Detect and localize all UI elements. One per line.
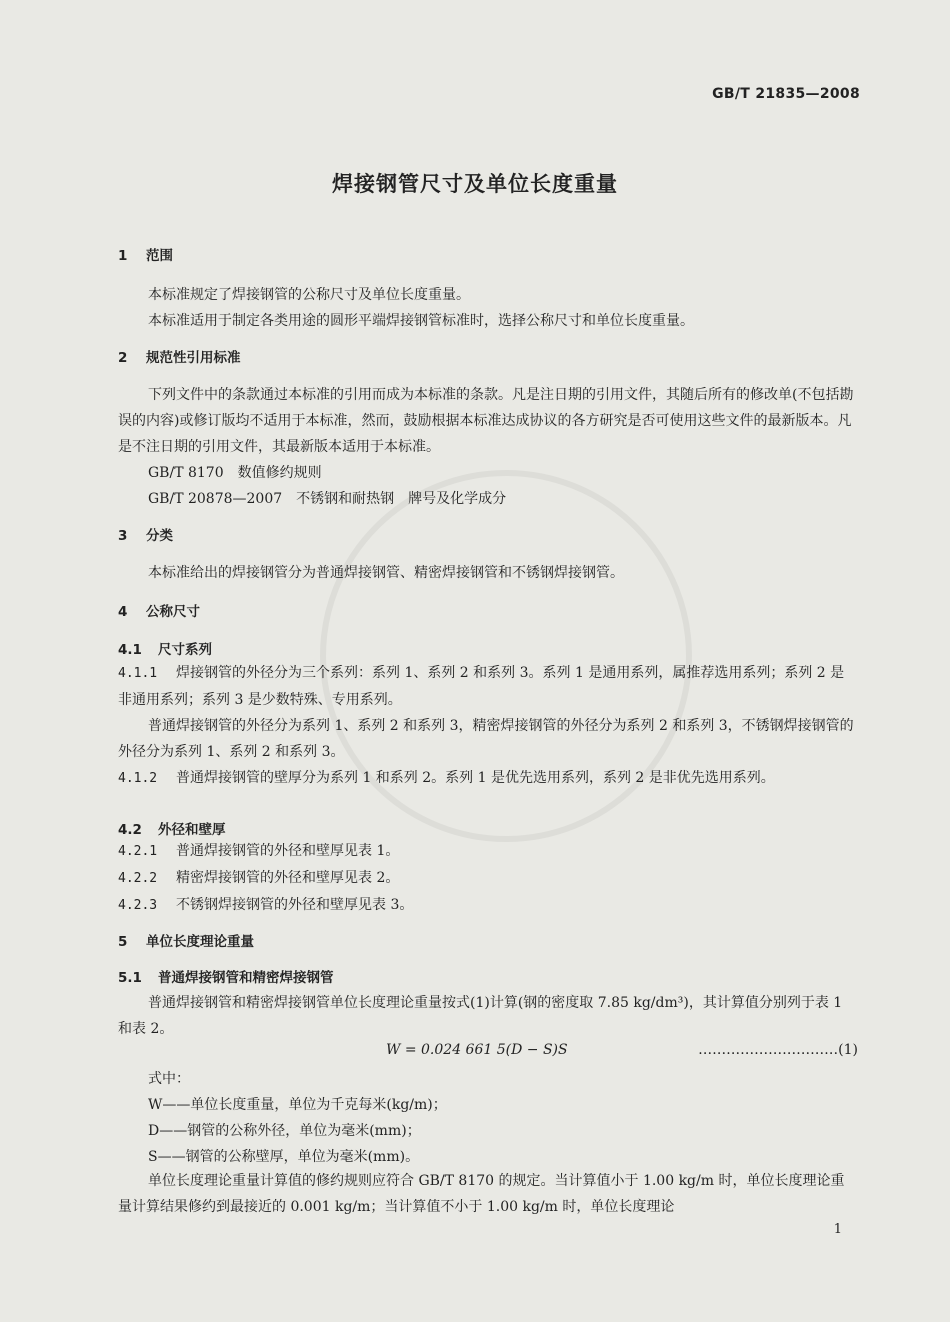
section-4-1-body — [118, 660, 858, 792]
clause-4-1-2: 4.1.2 普通焊接钢管的壁厚分为系列 1 和系列 2。系列 1 是优先选用系列，系列 2 是非优先选用系列。 — [118, 770, 775, 786]
section-2-body — [118, 382, 858, 512]
section-4-heading: 4 公称尺寸 — [118, 604, 200, 620]
section-3-heading: 3 分类 — [118, 528, 173, 544]
section-2-heading: 2 规范性引用标准 — [118, 350, 241, 366]
paragraph: 普通焊接钢管和精密焊接钢管单位长度理论重量按式(1)计算(钢的密度取 7.85 kg/dm³)，其计算值分别列于表 1 和表 2。 — [118, 995, 843, 1037]
section-1-body — [118, 282, 858, 334]
section-3-body — [118, 560, 858, 586]
clause-4-2-3: 4.2.3 不锈钢焊接钢管的外径和壁厚见表 3。 — [118, 897, 414, 913]
reference-item: GB/T 8170 数值修约规则 — [148, 465, 322, 481]
document-title: 焊接钢管尺寸及单位长度重量 — [332, 172, 618, 196]
paragraph: 本标准给出的焊接钢管分为普通焊接钢管、精密焊接钢管和不锈钢焊接钢管。 — [148, 565, 624, 581]
section-4-1-heading: 4.1 尺寸系列 — [118, 642, 212, 658]
paragraph: 本标准规定了焊接钢管的公称尺寸及单位长度重量。 — [148, 287, 470, 303]
legend-d: D——钢管的公称外径，单位为毫米(mm)； — [148, 1123, 421, 1139]
section-5-1-heading: 5.1 普通焊接钢管和精密焊接钢管 — [118, 970, 334, 986]
clause-4-2-1: 4.2.1 普通焊接钢管的外径和壁厚见表 1。 — [118, 843, 400, 859]
paragraph: 单位长度理论重量计算值的修约规则应符合 GB/T 8170 的规定。当计算值小于 1.00 kg/m 时，单位长度理论重量计算结果修约到最接近的 0.001 kg/m；当计算值不小于 1.00 kg/m 时，单位长度理论 — [118, 1173, 845, 1215]
section-5-heading: 5 单位长度理论重量 — [118, 934, 254, 950]
formula-legend — [148, 1066, 447, 1170]
formula-expression: W = 0.024 661 5(D − S)S — [386, 1042, 568, 1058]
legend-w: W——单位长度重量，单位为千克每米(kg/m)； — [148, 1097, 447, 1113]
section-4-2-heading: 4.2 外径和壁厚 — [118, 822, 226, 838]
clause-4-1-1: 4.1.1 焊接钢管的外径分为三个系列：系列 1、系列 2 和系列 3。系列 1 是通用系列，属推荐选用系列；系列 2 是非通用系列；系列 3 是少数特殊、专用系列。 — [118, 665, 845, 708]
formula-number: …………………………(1) — [698, 1042, 858, 1058]
page-number: 1 — [833, 1222, 842, 1237]
section-5-1-rounding — [118, 1168, 858, 1220]
paragraph: 本标准适用于制定各类用途的圆形平端焊接钢管标准时，选择公称尺寸和单位长度重量。 — [148, 313, 694, 329]
standard-number: GB/T 21835—2008 — [712, 86, 860, 102]
paragraph: 普通焊接钢管的外径分为系列 1、系列 2 和系列 3，精密焊接钢管的外径分为系列 2 和系列 3，不锈钢焊接钢管的外径分为系列 1、系列 2 和系列 3。 — [118, 718, 854, 760]
section-4-2-body — [118, 838, 858, 919]
section-1-heading: 1 范围 — [118, 248, 173, 264]
legend-s: S——钢管的公称壁厚，单位为毫米(mm)。 — [148, 1149, 420, 1165]
clause-4-2-2: 4.2.2 精密焊接钢管的外径和壁厚见表 2。 — [118, 870, 400, 886]
where-label: 式中： — [148, 1071, 190, 1087]
section-5-1-body — [118, 990, 858, 1042]
reference-item: GB/T 20878—2007 不锈钢和耐热钢 牌号及化学成分 — [148, 491, 507, 507]
paragraph: 下列文件中的条款通过本标准的引用而成为本标准的条款。凡是注日期的引用文件，其随后所有的修改单(不包括勘误的内容)或修订版均不适用于本标准，然而，鼓励根据本标准达成协议的各方研究是否可使用这些文件的最新版本。凡是不注日期的引用文件，其最新版本适用于本标准。 — [118, 387, 854, 455]
formula-1 — [118, 1042, 858, 1066]
